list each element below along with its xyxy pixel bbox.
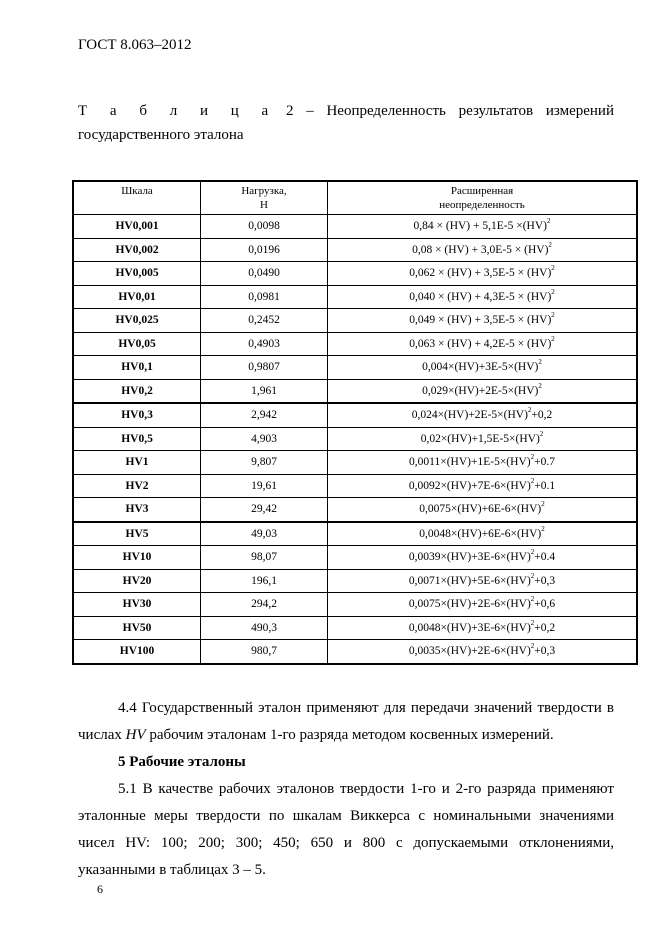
uncertainty-exponent: 2 <box>539 429 544 438</box>
cell-scale: HV3 <box>73 498 201 522</box>
uncertainty-exponent: 2 <box>541 524 545 533</box>
cell-scale: HV0,002 <box>73 238 201 262</box>
cell-uncertainty <box>328 640 638 664</box>
uncertainty-offset: +0.4 <box>534 551 556 564</box>
uncertainty-exponent: 2 <box>530 642 535 651</box>
table-caption <box>78 99 614 147</box>
cell-uncertainty <box>328 546 638 570</box>
paragraph-4-4-before: 4.4 Государственный эталон применяют для передачи значений твердости в числах <box>78 700 614 743</box>
cell-uncertainty <box>328 285 638 309</box>
uncertainty-formula: 0,02×(HV)+1,5E-5×(HV) <box>420 432 540 445</box>
cell-uncertainty <box>328 215 638 239</box>
uncertainty-formula: 0,0092×(HV)+7E-6×(HV) <box>408 479 531 492</box>
paragraph-5-1: 5.1 В качестве рабочих эталонов твердости 1-го и 2-го разряда применяют эталонные меры твердости по шкалам Виккерса с номинальными значениями чисел HV: 100; 200; 300; 450; 650 и 800 с допускаемыми отклонениями, указанными в таблицах 3 – 5. <box>78 781 614 878</box>
uncertainty-exponent: 2 <box>538 358 542 367</box>
cell-uncertainty <box>328 403 638 427</box>
cell-scale: HV100 <box>73 640 201 664</box>
table-body <box>73 215 637 664</box>
uncertainty-exponent: 2 <box>527 406 532 415</box>
caption-text: 2 – Неопределенность результатов измерений государственного эталона <box>78 103 614 143</box>
cell-uncertainty <box>328 522 638 546</box>
uncertainty-offset: +0.7 <box>534 456 555 469</box>
cell-scale: HV0,005 <box>73 262 201 286</box>
paragraph-4-4-italic: HV <box>125 727 146 743</box>
cell-load: 0,0490 <box>201 262 328 286</box>
cell-load: 9,807 <box>201 451 328 475</box>
uncertainty-formula: 0,062 × (HV) + 3,5E-5 × (HV) <box>409 267 552 280</box>
uncertainty-offset: +0.1 <box>534 479 556 492</box>
page-number: 6 <box>97 882 103 896</box>
uncertainty-offset: +0,6 <box>534 598 556 611</box>
uncertainty-formula: 0,063 × (HV) + 4,2E-5 × (HV) <box>409 337 552 350</box>
cell-scale: HV1 <box>73 451 201 475</box>
uncertainty-exponent: 2 <box>538 381 542 390</box>
uncertainty-formula: 0,0075×(HV)+2E-6×(HV) <box>408 598 531 611</box>
table-row <box>73 474 637 498</box>
uncertainty-formula: 0,0048×(HV)+6E-6×(HV) <box>419 527 542 540</box>
caption-label: Т а б л и ц а <box>78 103 274 119</box>
cell-scale: HV0,01 <box>73 285 201 309</box>
table-row <box>73 285 637 309</box>
uncertainty-formula: 0,0011×(HV)+1E-5×(HV) <box>409 456 531 469</box>
cell-uncertainty <box>328 262 638 286</box>
cell-load: 490,3 <box>201 616 328 640</box>
table-row <box>73 522 637 546</box>
uncertainty-exponent: 2 <box>546 217 551 226</box>
uncertainty-formula: 0,08 × (HV) + 3,0E-5 × (HV) <box>412 243 549 256</box>
table-row <box>73 616 637 640</box>
cell-uncertainty <box>328 356 638 380</box>
uncertainty-exponent: 2 <box>541 500 545 509</box>
cell-load: 980,7 <box>201 640 328 664</box>
cell-scale: HV0,3 <box>73 403 201 427</box>
uncertainty-offset: +0,3 <box>534 574 556 587</box>
cell-load: 0,2452 <box>201 309 328 333</box>
uncertainty-exponent: 2 <box>551 287 555 296</box>
paragraph-4-4-after: рабочим эталонам 1-го разряда методом косвенных измерений. <box>145 727 554 743</box>
document-header: ГОСТ 8.063–2012 <box>78 37 192 53</box>
cell-scale: HV0,025 <box>73 309 201 333</box>
table-row <box>73 403 637 427</box>
uncertainty-formula: 0,0035×(HV)+2E-6×(HV) <box>408 645 531 658</box>
cell-uncertainty <box>328 309 638 333</box>
uncertainty-table <box>72 180 638 665</box>
uncertainty-formula: 0,0048×(HV)+3E-6×(HV) <box>408 621 531 634</box>
table-header-row <box>73 181 637 215</box>
cell-load: 29,42 <box>201 498 328 522</box>
table-row <box>73 309 637 333</box>
table-row <box>73 640 637 664</box>
uncertainty-formula: 0,0071×(HV)+5E-6×(HV) <box>408 574 531 587</box>
header-load-line2: Н <box>260 199 268 211</box>
uncertainty-formula: 0,049 × (HV) + 3,5E-5 × (HV) <box>409 314 552 327</box>
cell-uncertainty <box>328 427 638 451</box>
cell-scale: HV10 <box>73 546 201 570</box>
cell-load: 0,4903 <box>201 332 328 356</box>
uncertainty-offset: +0,3 <box>534 645 556 658</box>
cell-uncertainty <box>328 593 638 617</box>
cell-scale: HV0,1 <box>73 356 201 380</box>
header-uncertainty-line1: Расширенная <box>450 185 514 197</box>
table-row <box>73 215 637 239</box>
table-row <box>73 356 637 380</box>
cell-scale: HV5 <box>73 522 201 546</box>
cell-load: 1,961 <box>201 379 328 403</box>
uncertainty-formula: 0,84 × (HV) + 5,1E-5 ×(HV) <box>413 220 547 233</box>
cell-load: 294,2 <box>201 593 328 617</box>
cell-load: 4,903 <box>201 427 328 451</box>
cell-scale: HV0,2 <box>73 379 201 403</box>
uncertainty-exponent: 2 <box>530 595 535 604</box>
uncertainty-formula: 0,0075×(HV)+6E-6×(HV) <box>419 503 542 516</box>
cell-scale: HV0,5 <box>73 427 201 451</box>
cell-scale: HV0,05 <box>73 332 201 356</box>
cell-uncertainty <box>328 379 638 403</box>
uncertainty-formula: 0,004×(HV)+3E-5×(HV) <box>422 361 539 374</box>
header-uncertainty <box>328 181 638 215</box>
cell-uncertainty <box>328 451 638 475</box>
header-load <box>201 181 328 215</box>
uncertainty-formula: 0,0039×(HV)+3E-6×(HV) <box>408 551 531 564</box>
cell-load: 19,61 <box>201 474 328 498</box>
cell-uncertainty <box>328 332 638 356</box>
uncertainty-offset: +0,2 <box>531 409 553 422</box>
uncertainty-exponent: 2 <box>551 264 555 273</box>
uncertainty-exponent: 2 <box>530 618 535 627</box>
header-load-line1: Нагрузка, <box>241 185 287 197</box>
cell-uncertainty <box>328 498 638 522</box>
cell-load: 0,0196 <box>201 238 328 262</box>
uncertainty-exponent: 2 <box>551 311 555 320</box>
table-row <box>73 379 637 403</box>
uncertainty-exponent: 2 <box>530 453 535 462</box>
cell-uncertainty <box>328 569 638 593</box>
uncertainty-exponent: 2 <box>530 476 535 485</box>
cell-uncertainty <box>328 616 638 640</box>
table-row <box>73 451 637 475</box>
cell-scale: HV50 <box>73 616 201 640</box>
uncertainty-exponent: 2 <box>548 240 552 249</box>
uncertainty-formula: 0,040 × (HV) + 4,3E-5 × (HV) <box>409 290 552 303</box>
cell-load: 0,0098 <box>201 215 328 239</box>
cell-uncertainty <box>328 474 638 498</box>
cell-scale: HV0,001 <box>73 215 201 239</box>
header-uncertainty-line2: неопределенность <box>439 199 525 211</box>
cell-uncertainty <box>328 238 638 262</box>
section-5-title: 5 Рабочие эталоны <box>118 754 246 770</box>
cell-scale: HV30 <box>73 593 201 617</box>
paragraph-4-4 <box>78 695 614 749</box>
table-row <box>73 262 637 286</box>
table-row <box>73 332 637 356</box>
uncertainty-formula: 0,024×(HV)+2E-5×(HV) <box>411 409 528 422</box>
uncertainty-offset: +0,2 <box>534 621 556 634</box>
cell-load: 196,1 <box>201 569 328 593</box>
cell-load: 98,07 <box>201 546 328 570</box>
table-row <box>73 238 637 262</box>
table-row <box>73 498 637 522</box>
table-row <box>73 569 637 593</box>
uncertainty-exponent: 2 <box>551 334 555 343</box>
uncertainty-exponent: 2 <box>530 548 535 557</box>
cell-scale: HV2 <box>73 474 201 498</box>
cell-load: 0,9807 <box>201 356 328 380</box>
cell-scale: HV20 <box>73 569 201 593</box>
table-row <box>73 427 637 451</box>
table-row <box>73 546 637 570</box>
cell-load: 0,0981 <box>201 285 328 309</box>
cell-load: 49,03 <box>201 522 328 546</box>
header-scale: Шкала <box>73 181 201 215</box>
uncertainty-exponent: 2 <box>530 571 535 580</box>
uncertainty-formula: 0,029×(HV)+2E-5×(HV) <box>422 384 539 397</box>
table-row <box>73 593 637 617</box>
cell-load: 2,942 <box>201 403 328 427</box>
